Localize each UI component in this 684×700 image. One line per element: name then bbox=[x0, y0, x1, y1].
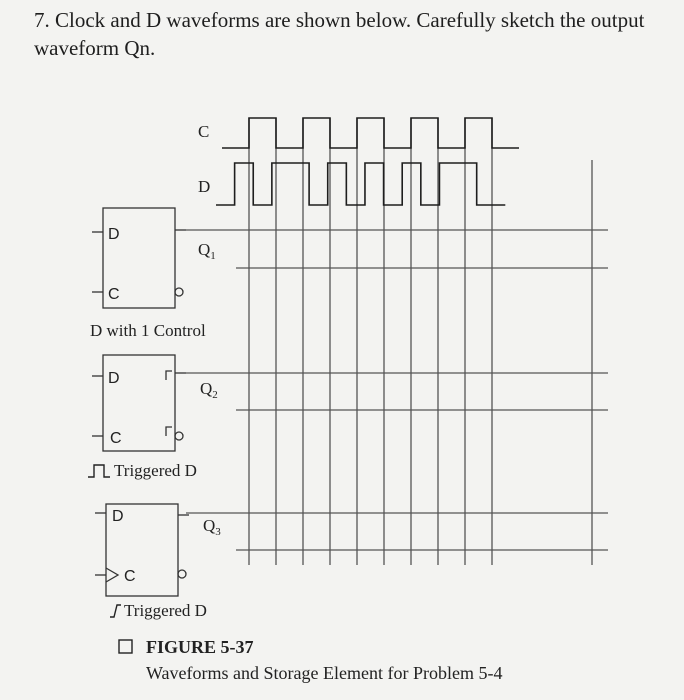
element-1-pin-c: C bbox=[108, 286, 120, 303]
edge-symbol-icon bbox=[110, 605, 121, 617]
element-2-pin-c: C bbox=[110, 430, 122, 447]
element-2-pin-d: D bbox=[108, 370, 120, 387]
storage-element-2 bbox=[92, 355, 186, 451]
clock-triangle-icon bbox=[106, 568, 118, 582]
clock-waveform bbox=[222, 118, 519, 148]
figure-title: Waveforms and Storage Element for Problem 5-4 bbox=[146, 663, 503, 683]
postponed-output-icon bbox=[166, 427, 172, 436]
element-3-pin-c: C bbox=[124, 568, 136, 585]
timing-grid bbox=[186, 118, 608, 565]
element-1-output: $Q_1$ bbox=[198, 240, 216, 262]
element-2-output: $Q_2$ bbox=[200, 379, 218, 401]
question-number: 7. bbox=[34, 8, 50, 32]
pulse-symbol-icon bbox=[88, 465, 110, 477]
element-3-pin-d: D bbox=[112, 508, 124, 525]
element-1-caption: D with 1 Control bbox=[90, 321, 206, 340]
clock-label: C bbox=[198, 122, 210, 141]
element-3-output: $Q_3$ bbox=[203, 516, 221, 538]
element-3-caption: Triggered D bbox=[124, 601, 207, 620]
storage-element-3 bbox=[95, 504, 189, 596]
figure-number: FIGURE 5-37 bbox=[146, 637, 254, 657]
figure-marker-icon bbox=[119, 640, 132, 653]
postponed-output-icon bbox=[166, 371, 172, 380]
element-2-caption: Triggered D bbox=[114, 461, 197, 480]
question-body: Clock and D waveforms are shown below. Carefully sketch the output waveform Qn. bbox=[34, 8, 645, 60]
element-1-pin-d: D bbox=[108, 226, 120, 243]
data-waveform bbox=[216, 163, 505, 205]
data-label: D bbox=[198, 177, 211, 196]
storage-element-1 bbox=[92, 208, 186, 308]
